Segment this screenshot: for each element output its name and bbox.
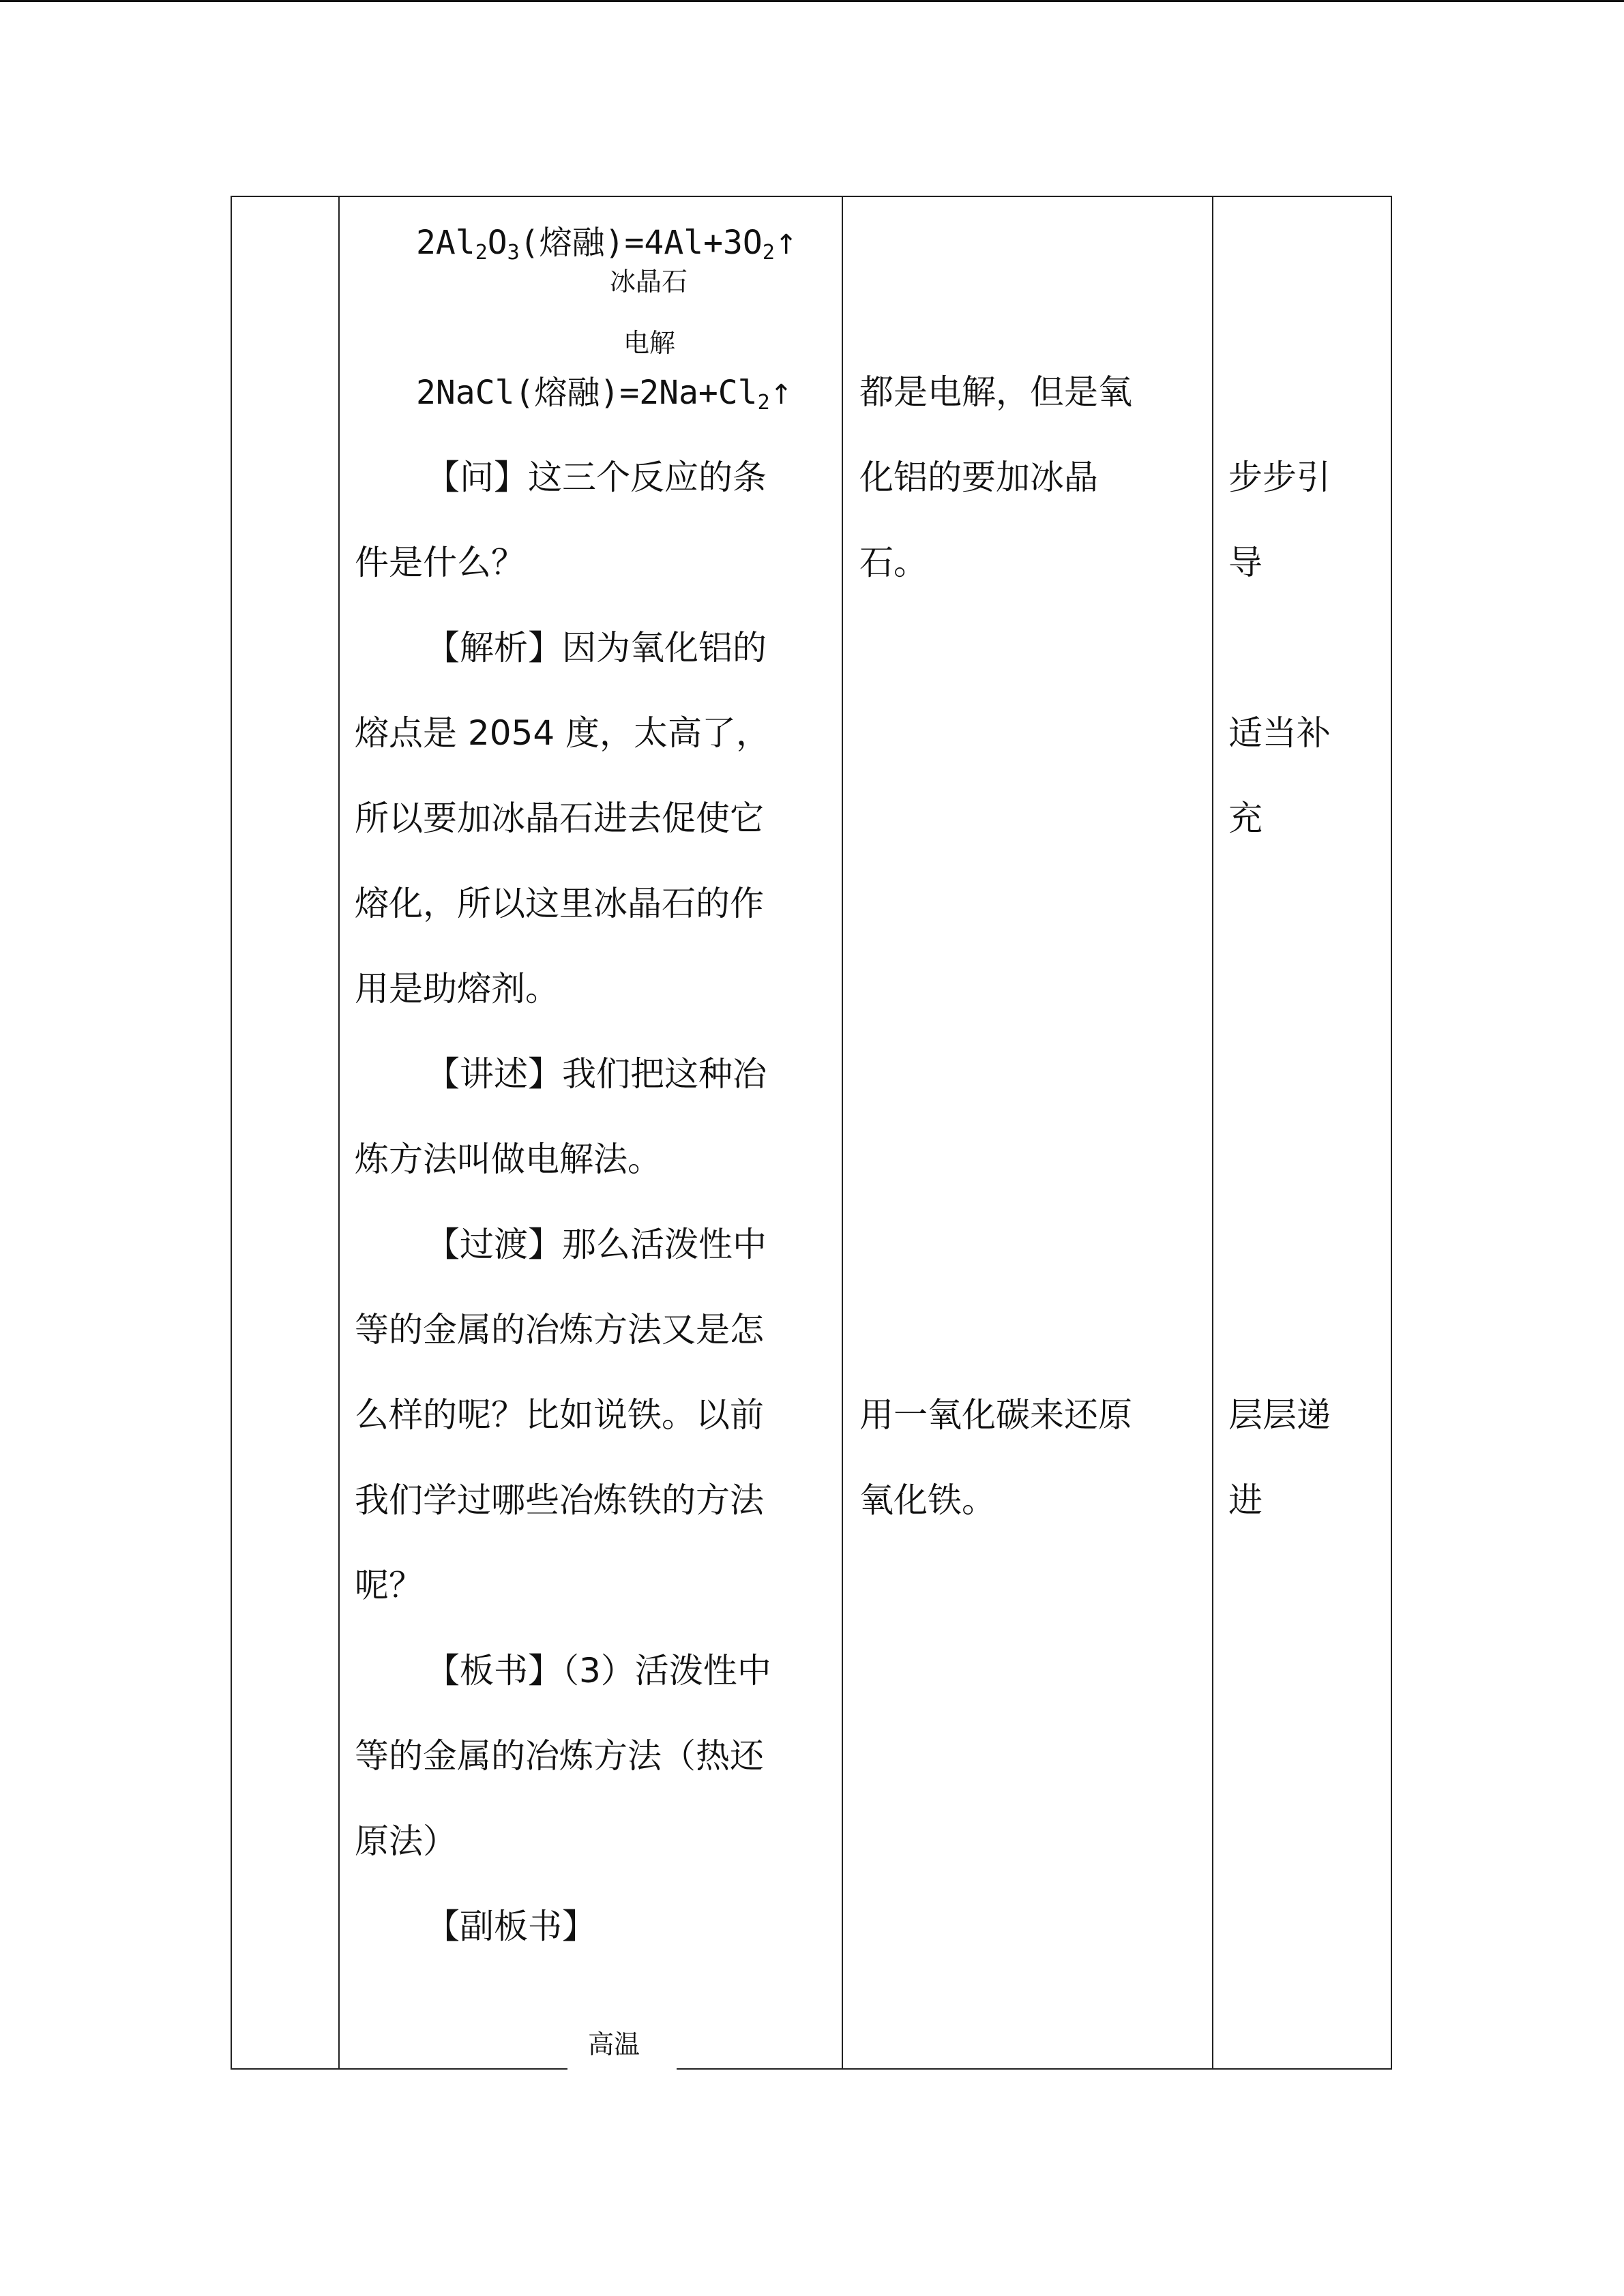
teacher-line: 【解析】因为氧化铝的 bbox=[426, 628, 767, 668]
bottom-border-gap bbox=[567, 2063, 677, 2070]
page-top-border bbox=[0, 0, 1624, 2]
teacher-line: 熔化，所以这里冰晶石的作 bbox=[355, 884, 764, 923]
student-activity-column bbox=[843, 197, 1212, 2068]
intent-line: 层层递 bbox=[1228, 1395, 1331, 1435]
student-line: 用一氧化碳来还原 bbox=[859, 1395, 1132, 1435]
teacher-line: 【问】这三个反应的条 bbox=[426, 458, 767, 497]
intent-line: 步步引 bbox=[1228, 458, 1331, 497]
teacher-line: 等的金属的冶炼方法（热还 bbox=[355, 1736, 764, 1776]
formula-alumina-electrolysis: $2Al_2O_3$(熔融)$=4Al+3O_2↑$ bbox=[416, 224, 798, 265]
intent-line: 导 bbox=[1228, 543, 1263, 582]
teacher-line: 么样的呢？比如说铁。以前 bbox=[355, 1395, 764, 1435]
teacher-line: 【过渡】那么活泼性中 bbox=[426, 1225, 767, 1264]
student-line: 都是电解，但是氧 bbox=[859, 372, 1132, 412]
teacher-line: 【讲述】我们把这种冶 bbox=[426, 1054, 767, 1094]
teacher-line: 炼方法叫做电解法。 bbox=[355, 1139, 662, 1179]
intent-line: 适当补 bbox=[1228, 713, 1331, 753]
student-line: 氧化铁。 bbox=[859, 1480, 996, 1520]
condition-electrolysis: 电解 bbox=[623, 328, 676, 358]
intent-line: 充 bbox=[1228, 799, 1263, 838]
teacher-line: 等的金属的冶炼方法又是怎 bbox=[355, 1310, 764, 1350]
teacher-activity-column bbox=[340, 197, 842, 2068]
intent-line: 进 bbox=[1228, 1480, 1263, 1520]
condition-cryolite: 冰晶石 bbox=[610, 267, 688, 297]
teacher-line: 所以要加冰晶石进去促使它 bbox=[355, 799, 764, 838]
teacher-line: 【副板书】 bbox=[426, 1907, 596, 1946]
teacher-line: 【板书】（3）活泼性中 bbox=[426, 1651, 771, 1690]
teacher-line: 件是什么？ bbox=[355, 543, 525, 582]
student-line: 石。 bbox=[859, 543, 928, 582]
teacher-line: 熔点是 2054 度，太高了， bbox=[355, 713, 771, 753]
student-line: 化铝的要加冰晶 bbox=[859, 458, 1098, 497]
teacher-line: 我们学过哪些冶炼铁的方法 bbox=[355, 1480, 764, 1520]
teacher-line: 呢？ bbox=[355, 1566, 423, 1605]
lesson-plan-table bbox=[231, 196, 1392, 2070]
condition-high-temperature: 高温 bbox=[588, 2029, 640, 2059]
teacher-line: 用是助熔剂。 bbox=[355, 969, 559, 1009]
formula-nacl-electrolysis: 2NaCl(熔融)$=2Na+Cl_2↑$ bbox=[416, 374, 793, 415]
teacher-line: 原法） bbox=[355, 1821, 457, 1861]
design-intent-column bbox=[1213, 197, 1392, 2068]
